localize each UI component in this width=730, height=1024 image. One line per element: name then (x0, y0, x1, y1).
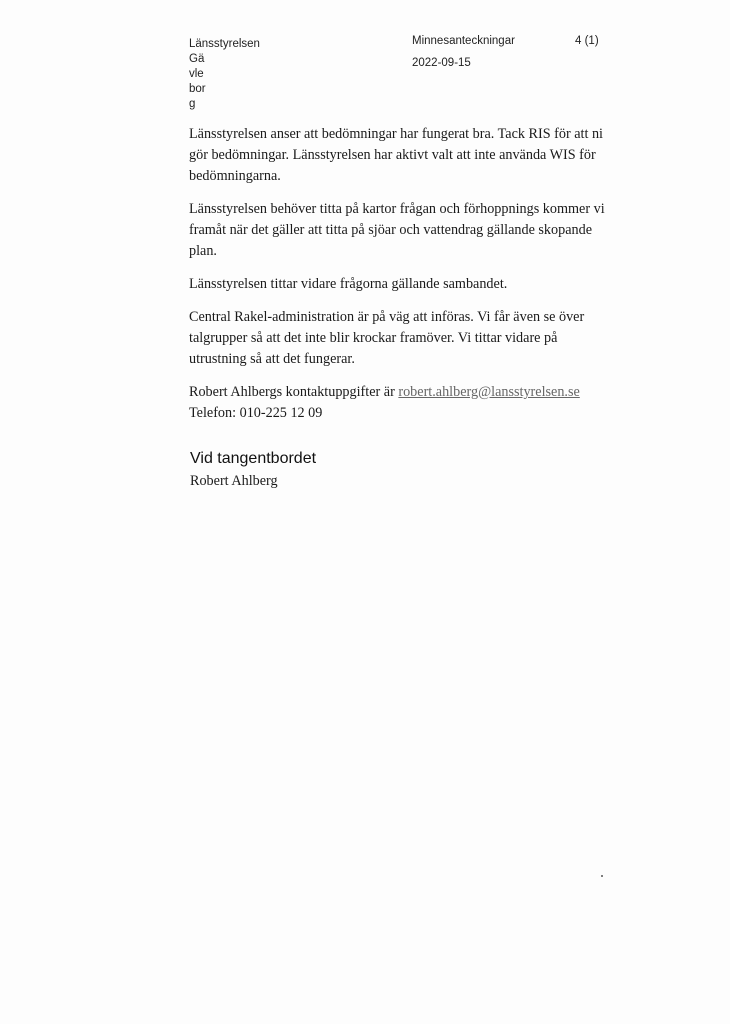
author-name: Robert Ahlberg (190, 473, 278, 489)
email-link[interactable]: robert.ahlberg@lansstyrelsen.se (398, 384, 580, 400)
contact-prefix: Robert Ahlbergs kontaktuppgifter är (189, 384, 399, 400)
scan-speck (601, 875, 603, 877)
organization-name (189, 37, 279, 112)
phone-number: Telefon: 010-225 12 09 (189, 405, 323, 421)
paragraph-rakel: Central Rakel-administration är på väg att införas. Vi får även se över talgrupper så att det inte blir krockar framöver. Vi tittar vidare på utrustning så att det fungerar. (189, 309, 585, 367)
paragraph-maps: Länsstyrelsen behöver titta på kartor frågan och förhoppnings kommer vi framåt när det gäller att titta på sjöar och vattendrag gällande skopande plan. (189, 201, 605, 259)
document-date: 2022-09-15 (412, 57, 471, 69)
org-line: vle (189, 68, 204, 80)
org-line: g (189, 98, 196, 110)
paragraph-connection: Länsstyrelsen tittar vidare frågorna gällande sambandet. (189, 276, 508, 292)
paragraph-contact (189, 382, 614, 424)
page-number: 4 (1) (575, 35, 599, 47)
body-text (189, 124, 614, 436)
document-type: Minnesanteckningar (412, 35, 515, 47)
org-line: Länsstyrelsen (189, 38, 260, 50)
paragraph-assessments: Länsstyrelsen anser att bedömningar har fungerat bra. Tack RIS för att ni gör bedömningar. Länsstyrelsen har aktivt valt att inte använda WIS för bedömningarna. (189, 126, 603, 184)
closing-heading: Vid tangentbordet (190, 450, 317, 467)
org-line: bor (189, 83, 206, 95)
org-line: Gä (189, 53, 205, 65)
